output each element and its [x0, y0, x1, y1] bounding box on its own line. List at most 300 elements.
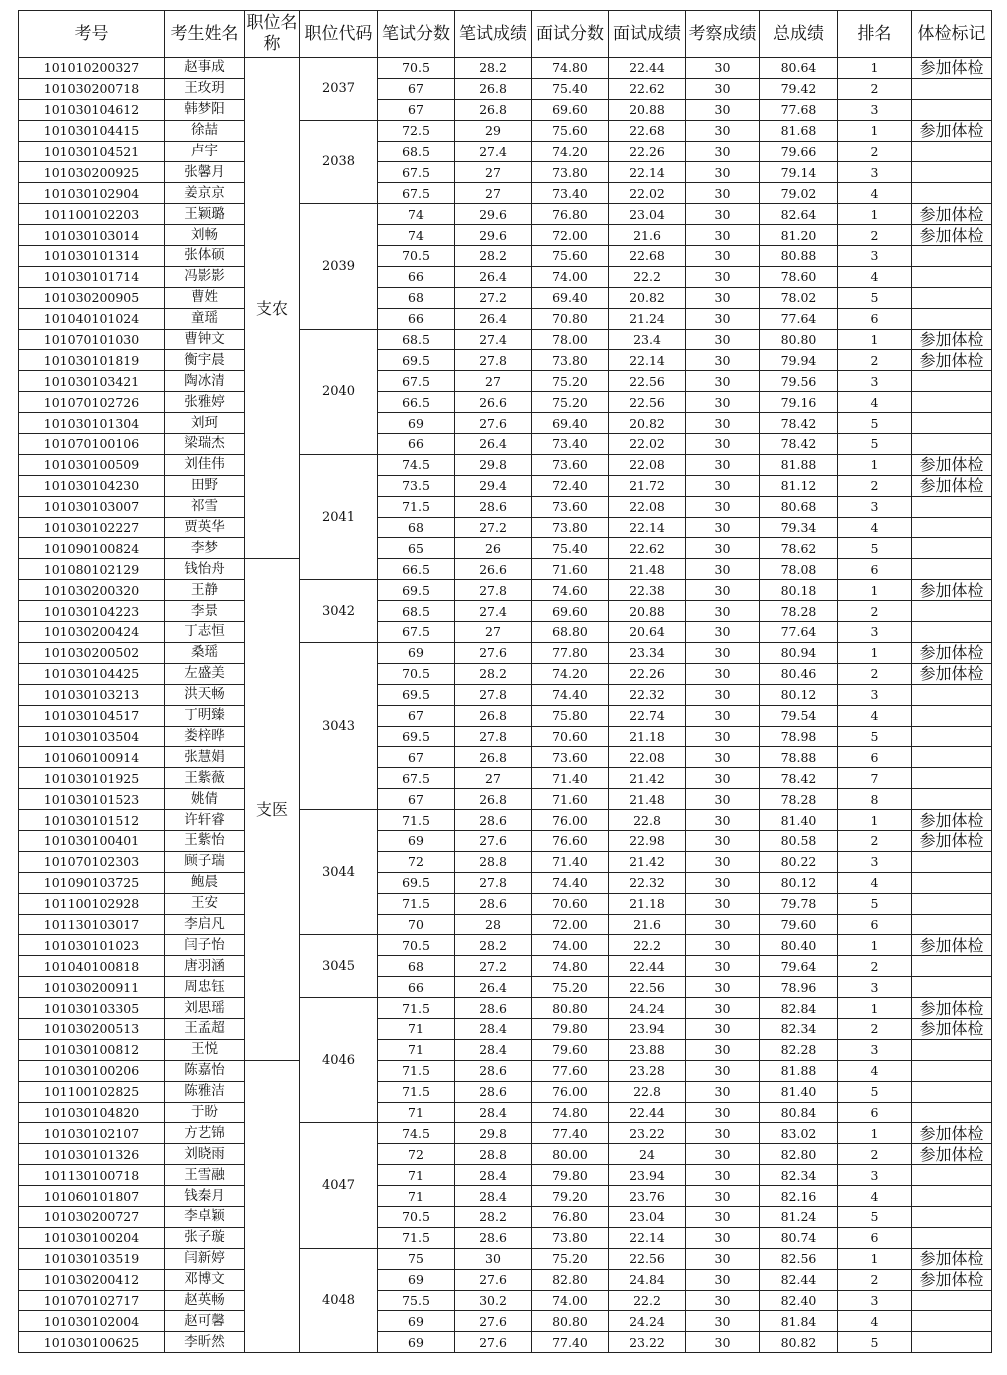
inspection-result-cell: 30 [686, 1206, 760, 1227]
inspection-result-cell: 30 [686, 1248, 760, 1269]
candidate-name-cell: 祁雪 [165, 496, 245, 517]
table-row [19, 789, 992, 810]
table-row [19, 872, 992, 893]
candidate-name-cell: 刘畅 [165, 225, 245, 246]
medical-mark-cell [912, 434, 992, 455]
medical-mark-cell [912, 726, 992, 747]
medical-mark-cell [912, 1081, 992, 1102]
table-row [19, 1269, 992, 1290]
candidate-name-cell: 张馨月 [165, 162, 245, 183]
written-score-cell: 66 [378, 266, 455, 287]
candidate-name-cell: 刘晓雨 [165, 1144, 245, 1165]
header-row [19, 11, 992, 58]
written-score-cell: 75 [378, 1248, 455, 1269]
header-rank: 排名 [838, 11, 912, 58]
candidate-name-cell: 于盼 [165, 1102, 245, 1123]
total-score-cell: 82.28 [760, 1039, 838, 1060]
inspection-result-cell: 30 [686, 1269, 760, 1290]
exam-id-cell: 101030103519 [19, 1248, 165, 1269]
table-row [19, 851, 992, 872]
table-row [19, 935, 992, 956]
inspection-result-cell: 30 [686, 810, 760, 831]
exam-id-cell: 101030102004 [19, 1311, 165, 1332]
written-score-cell: 71.5 [378, 1227, 455, 1248]
inspection-result-cell: 30 [686, 329, 760, 350]
total-score-cell: 81.40 [760, 810, 838, 831]
table-row [19, 559, 992, 580]
inspection-result-cell: 30 [686, 454, 760, 475]
total-score-cell: 83.02 [760, 1123, 838, 1144]
rank-cell: 1 [838, 935, 912, 956]
total-score-cell: 78.28 [760, 601, 838, 622]
interview-score-cell: 76.00 [532, 810, 609, 831]
medical-mark-cell: 参加体检 [912, 350, 992, 371]
position-name-cell: 支农 [245, 58, 300, 559]
inspection-result-cell: 30 [686, 580, 760, 601]
table-row [19, 747, 992, 768]
total-score-cell: 78.42 [760, 434, 838, 455]
inspection-result-cell: 30 [686, 538, 760, 559]
rank-cell: 4 [838, 392, 912, 413]
written-result-cell: 28.2 [455, 246, 532, 267]
table-row [19, 705, 992, 726]
written-score-cell: 69.5 [378, 684, 455, 705]
interview-result-cell: 22.08 [609, 496, 686, 517]
inspection-result-cell: 30 [686, 1123, 760, 1144]
written-score-cell: 68.5 [378, 141, 455, 162]
exam-id-cell: 101030103007 [19, 496, 165, 517]
written-score-cell: 74 [378, 225, 455, 246]
inspection-result-cell: 30 [686, 475, 760, 496]
candidate-name-cell: 桑瑶 [165, 642, 245, 663]
candidate-name-cell: 许轩睿 [165, 810, 245, 831]
inspection-result-cell: 30 [686, 434, 760, 455]
candidate-name-cell: 刘珂 [165, 413, 245, 434]
rank-cell: 6 [838, 747, 912, 768]
interview-result-cell: 24.24 [609, 998, 686, 1019]
inspection-result-cell: 30 [686, 246, 760, 267]
total-score-cell: 79.16 [760, 392, 838, 413]
total-score-cell: 77.68 [760, 99, 838, 120]
medical-mark-cell [912, 99, 992, 120]
interview-result-cell: 23.88 [609, 1039, 686, 1060]
interview-score-cell: 79.80 [532, 1165, 609, 1186]
medical-mark-cell [912, 1311, 992, 1332]
medical-mark-cell [912, 914, 992, 935]
exam-id-cell: 101030100625 [19, 1332, 165, 1353]
interview-result-cell: 23.94 [609, 1165, 686, 1186]
exam-id-cell: 101030104612 [19, 99, 165, 120]
interview-result-cell: 22.56 [609, 977, 686, 998]
written-result-cell: 29.8 [455, 1123, 532, 1144]
written-result-cell: 27.4 [455, 141, 532, 162]
interview-result-cell: 23.22 [609, 1332, 686, 1353]
interview-result-cell: 22.8 [609, 1081, 686, 1102]
exam-id-cell: 101030104521 [19, 141, 165, 162]
written-score-cell: 74 [378, 204, 455, 225]
table-row [19, 580, 992, 601]
rank-cell: 2 [838, 601, 912, 622]
interview-result-cell: 22.2 [609, 266, 686, 287]
inspection-result-cell: 30 [686, 684, 760, 705]
written-score-cell: 71 [378, 1039, 455, 1060]
written-score-cell: 71.5 [378, 893, 455, 914]
total-score-cell: 81.20 [760, 225, 838, 246]
medical-mark-cell: 参加体检 [912, 642, 992, 663]
inspection-result-cell: 30 [686, 287, 760, 308]
written-result-cell: 29.6 [455, 204, 532, 225]
written-result-cell: 30 [455, 1248, 532, 1269]
rank-cell: 2 [838, 1269, 912, 1290]
rank-cell: 2 [838, 956, 912, 977]
written-score-cell: 68 [378, 287, 455, 308]
written-result-cell: 28.2 [455, 58, 532, 79]
medical-mark-cell: 参加体检 [912, 1269, 992, 1290]
interview-score-cell: 79.20 [532, 1186, 609, 1207]
rank-cell: 5 [838, 1206, 912, 1227]
exam-id-cell: 101090100824 [19, 538, 165, 559]
table-row [19, 1081, 992, 1102]
table-row [19, 350, 992, 371]
written-result-cell: 26.6 [455, 392, 532, 413]
header-total: 总成绩 [760, 11, 838, 58]
interview-score-cell: 75.80 [532, 705, 609, 726]
exam-id-cell: 101010200327 [19, 58, 165, 79]
candidate-name-cell: 李景 [165, 601, 245, 622]
written-result-cell: 28.4 [455, 1102, 532, 1123]
interview-result-cell: 22.14 [609, 162, 686, 183]
inspection-result-cell: 30 [686, 705, 760, 726]
written-result-cell: 26.8 [455, 99, 532, 120]
medical-mark-cell [912, 1186, 992, 1207]
total-score-cell: 81.40 [760, 1081, 838, 1102]
inspection-result-cell: 30 [686, 1102, 760, 1123]
candidate-name-cell: 李梦 [165, 538, 245, 559]
medical-mark-cell: 参加体检 [912, 329, 992, 350]
written-result-cell: 28.2 [455, 663, 532, 684]
rank-cell: 3 [838, 684, 912, 705]
rank-cell: 5 [838, 434, 912, 455]
written-score-cell: 69 [378, 1269, 455, 1290]
written-score-cell: 69.5 [378, 872, 455, 893]
candidate-name-cell: 赵事成 [165, 58, 245, 79]
table-row [19, 413, 992, 434]
medical-mark-cell [912, 622, 992, 643]
inspection-result-cell: 30 [686, 496, 760, 517]
interview-score-cell: 69.40 [532, 287, 609, 308]
exam-id-cell: 101040101024 [19, 308, 165, 329]
exam-id-cell: 101030101819 [19, 350, 165, 371]
written-result-cell: 30.2 [455, 1290, 532, 1311]
written-result-cell: 28.2 [455, 1206, 532, 1227]
written-score-cell: 67 [378, 99, 455, 120]
written-result-cell: 26.4 [455, 266, 532, 287]
inspection-result-cell: 30 [686, 1081, 760, 1102]
exam-id-cell: 101030101925 [19, 768, 165, 789]
exam-id-cell: 101030200925 [19, 162, 165, 183]
interview-score-cell: 68.80 [532, 622, 609, 643]
medical-mark-cell [912, 162, 992, 183]
interview-result-cell: 22.68 [609, 246, 686, 267]
rank-cell: 5 [838, 1081, 912, 1102]
interview-score-cell: 75.60 [532, 246, 609, 267]
written-score-cell: 69.5 [378, 580, 455, 601]
total-score-cell: 79.60 [760, 914, 838, 935]
medical-mark-cell: 参加体检 [912, 998, 992, 1019]
interview-score-cell: 72.00 [532, 914, 609, 935]
candidate-name-cell: 徐喆 [165, 120, 245, 141]
written-score-cell: 74.5 [378, 454, 455, 475]
interview-score-cell: 75.20 [532, 392, 609, 413]
position-code-cell: 4046 [300, 998, 378, 1123]
inspection-result-cell: 30 [686, 99, 760, 120]
rank-cell: 6 [838, 559, 912, 580]
candidate-name-cell: 张体硕 [165, 246, 245, 267]
rank-cell: 3 [838, 1039, 912, 1060]
written-result-cell: 28.4 [455, 1039, 532, 1060]
medical-mark-cell: 参加体检 [912, 1123, 992, 1144]
header-position-code: 职位代码 [300, 11, 378, 58]
exam-id-cell: 101100102825 [19, 1081, 165, 1102]
medical-mark-cell [912, 893, 992, 914]
candidate-name-cell: 钱怡舟 [165, 559, 245, 580]
written-result-cell: 29 [455, 120, 532, 141]
written-result-cell: 26.4 [455, 308, 532, 329]
candidate-name-cell: 陈雅洁 [165, 1081, 245, 1102]
medical-mark-cell [912, 287, 992, 308]
candidate-name-cell: 王紫薇 [165, 768, 245, 789]
candidate-name-cell: 田野 [165, 475, 245, 496]
total-score-cell: 82.56 [760, 1248, 838, 1269]
total-score-cell: 77.64 [760, 308, 838, 329]
written-score-cell: 72 [378, 1144, 455, 1165]
exam-id-cell: 101030104223 [19, 601, 165, 622]
inspection-result-cell: 30 [686, 371, 760, 392]
candidate-name-cell: 王静 [165, 580, 245, 601]
inspection-result-cell: 30 [686, 914, 760, 935]
candidate-name-cell: 钱秦月 [165, 1186, 245, 1207]
interview-result-cell: 23.04 [609, 204, 686, 225]
position-code-cell: 4048 [300, 1248, 378, 1352]
interview-score-cell: 75.20 [532, 977, 609, 998]
written-result-cell: 28.6 [455, 1060, 532, 1081]
inspection-result-cell: 30 [686, 830, 760, 851]
written-result-cell: 26.8 [455, 789, 532, 810]
interview-score-cell: 77.60 [532, 1060, 609, 1081]
exam-id-cell: 101060101807 [19, 1186, 165, 1207]
written-score-cell: 69 [378, 413, 455, 434]
interview-result-cell: 23.28 [609, 1060, 686, 1081]
medical-mark-cell [912, 705, 992, 726]
candidate-name-cell: 衡宇晨 [165, 350, 245, 371]
rank-cell: 3 [838, 1165, 912, 1186]
total-score-cell: 80.64 [760, 58, 838, 79]
medical-mark-cell: 参加体检 [912, 1018, 992, 1039]
exam-id-cell: 101030100509 [19, 454, 165, 475]
total-score-cell: 81.88 [760, 454, 838, 475]
rank-cell: 1 [838, 120, 912, 141]
interview-score-cell: 70.60 [532, 893, 609, 914]
table-row [19, 1248, 992, 1269]
interview-result-cell: 22.68 [609, 120, 686, 141]
table-row [19, 1186, 992, 1207]
interview-result-cell: 22.56 [609, 371, 686, 392]
total-score-cell: 78.08 [760, 559, 838, 580]
total-score-cell: 79.78 [760, 893, 838, 914]
header-interview-score: 面试分数 [532, 11, 609, 58]
position-code-cell: 2040 [300, 329, 378, 454]
total-score-cell: 80.82 [760, 1332, 838, 1353]
interview-result-cell: 22.14 [609, 350, 686, 371]
total-score-cell: 78.42 [760, 413, 838, 434]
interview-score-cell: 77.40 [532, 1123, 609, 1144]
medical-mark-cell: 参加体检 [912, 810, 992, 831]
written-score-cell: 69 [378, 830, 455, 851]
candidate-name-cell: 闫新婷 [165, 1248, 245, 1269]
exam-id-cell: 101100102928 [19, 893, 165, 914]
rank-cell: 2 [838, 78, 912, 99]
interview-score-cell: 73.80 [532, 350, 609, 371]
written-result-cell: 27 [455, 768, 532, 789]
candidate-name-cell: 李卓颖 [165, 1206, 245, 1227]
table-row [19, 287, 992, 308]
interview-score-cell: 74.80 [532, 58, 609, 79]
interview-score-cell: 70.60 [532, 726, 609, 747]
inspection-result-cell: 30 [686, 622, 760, 643]
interview-result-cell: 23.34 [609, 642, 686, 663]
table-row [19, 1206, 992, 1227]
total-score-cell: 80.68 [760, 496, 838, 517]
written-result-cell: 26.8 [455, 747, 532, 768]
rank-cell: 4 [838, 872, 912, 893]
candidate-name-cell: 王孟超 [165, 1018, 245, 1039]
written-result-cell: 28.6 [455, 998, 532, 1019]
written-result-cell: 28.6 [455, 810, 532, 831]
candidate-name-cell: 王紫怡 [165, 830, 245, 851]
inspection-result-cell: 30 [686, 1165, 760, 1186]
exam-id-cell: 101030101523 [19, 789, 165, 810]
rank-cell: 1 [838, 1123, 912, 1144]
interview-score-cell: 75.60 [532, 120, 609, 141]
position-code-cell: 2041 [300, 454, 378, 579]
header-interview-result: 面试成绩 [609, 11, 686, 58]
medical-mark-cell [912, 601, 992, 622]
rank-cell: 2 [838, 1144, 912, 1165]
inspection-result-cell: 30 [686, 977, 760, 998]
header-written-score: 笔试分数 [378, 11, 455, 58]
exam-id-cell: 101030100204 [19, 1227, 165, 1248]
table-row [19, 726, 992, 747]
total-score-cell: 79.56 [760, 371, 838, 392]
interview-result-cell: 20.82 [609, 287, 686, 308]
exam-id-cell: 101030200424 [19, 622, 165, 643]
interview-score-cell: 73.80 [532, 162, 609, 183]
medical-mark-cell: 参加体检 [912, 1144, 992, 1165]
inspection-result-cell: 30 [686, 1186, 760, 1207]
interview-result-cell: 21.6 [609, 225, 686, 246]
interview-score-cell: 78.00 [532, 329, 609, 350]
total-score-cell: 80.88 [760, 246, 838, 267]
table-row [19, 1332, 992, 1353]
exam-id-cell: 101030100401 [19, 830, 165, 851]
total-score-cell: 81.68 [760, 120, 838, 141]
table-row [19, 99, 992, 120]
rank-cell: 1 [838, 1248, 912, 1269]
medical-mark-cell: 参加体检 [912, 58, 992, 79]
written-score-cell: 68 [378, 517, 455, 538]
inspection-result-cell: 30 [686, 350, 760, 371]
medical-mark-cell [912, 684, 992, 705]
interview-score-cell: 69.40 [532, 413, 609, 434]
written-result-cell: 28.2 [455, 935, 532, 956]
table-row [19, 893, 992, 914]
written-score-cell: 71.5 [378, 998, 455, 1019]
interview-score-cell: 76.80 [532, 1206, 609, 1227]
written-result-cell: 27.8 [455, 684, 532, 705]
total-score-cell: 82.84 [760, 998, 838, 1019]
table-row [19, 956, 992, 977]
written-score-cell: 70 [378, 914, 455, 935]
exam-id-cell: 101030200911 [19, 977, 165, 998]
inspection-result-cell: 30 [686, 998, 760, 1019]
medical-mark-cell: 参加体检 [912, 830, 992, 851]
table-row [19, 266, 992, 287]
total-score-cell: 82.16 [760, 1186, 838, 1207]
medical-mark-cell [912, 872, 992, 893]
table-row [19, 1290, 992, 1311]
written-score-cell: 66 [378, 977, 455, 998]
interview-result-cell: 23.4 [609, 329, 686, 350]
interview-result-cell: 21.48 [609, 789, 686, 810]
total-score-cell: 79.14 [760, 162, 838, 183]
rank-cell: 3 [838, 622, 912, 643]
rank-cell: 5 [838, 538, 912, 559]
interview-score-cell: 69.60 [532, 601, 609, 622]
written-result-cell: 27.8 [455, 726, 532, 747]
written-result-cell: 27.6 [455, 830, 532, 851]
table-row [19, 1227, 992, 1248]
inspection-result-cell: 30 [686, 935, 760, 956]
inspection-result-cell: 30 [686, 78, 760, 99]
table-row [19, 392, 992, 413]
total-score-cell: 81.88 [760, 1060, 838, 1081]
interview-score-cell: 73.80 [532, 1227, 609, 1248]
rank-cell: 1 [838, 580, 912, 601]
interview-result-cell: 22.98 [609, 830, 686, 851]
rank-cell: 4 [838, 1186, 912, 1207]
table-row [19, 601, 992, 622]
total-score-cell: 79.02 [760, 183, 838, 204]
rank-cell: 6 [838, 1227, 912, 1248]
medical-mark-cell [912, 308, 992, 329]
rank-cell: 3 [838, 1290, 912, 1311]
candidate-name-cell: 曹钟文 [165, 329, 245, 350]
table-row [19, 1039, 992, 1060]
candidate-name-cell: 丁明臻 [165, 705, 245, 726]
candidate-name-cell: 韩梦阳 [165, 99, 245, 120]
written-result-cell: 27.2 [455, 517, 532, 538]
written-result-cell: 27.4 [455, 601, 532, 622]
interview-result-cell: 20.82 [609, 413, 686, 434]
written-result-cell: 27 [455, 183, 532, 204]
interview-result-cell: 21.42 [609, 768, 686, 789]
written-score-cell: 70.5 [378, 1206, 455, 1227]
medical-mark-cell [912, 371, 992, 392]
exam-id-cell: 101030102107 [19, 1123, 165, 1144]
header-written-result: 笔试成绩 [455, 11, 532, 58]
written-score-cell: 73.5 [378, 475, 455, 496]
medical-mark-cell [912, 1332, 992, 1353]
